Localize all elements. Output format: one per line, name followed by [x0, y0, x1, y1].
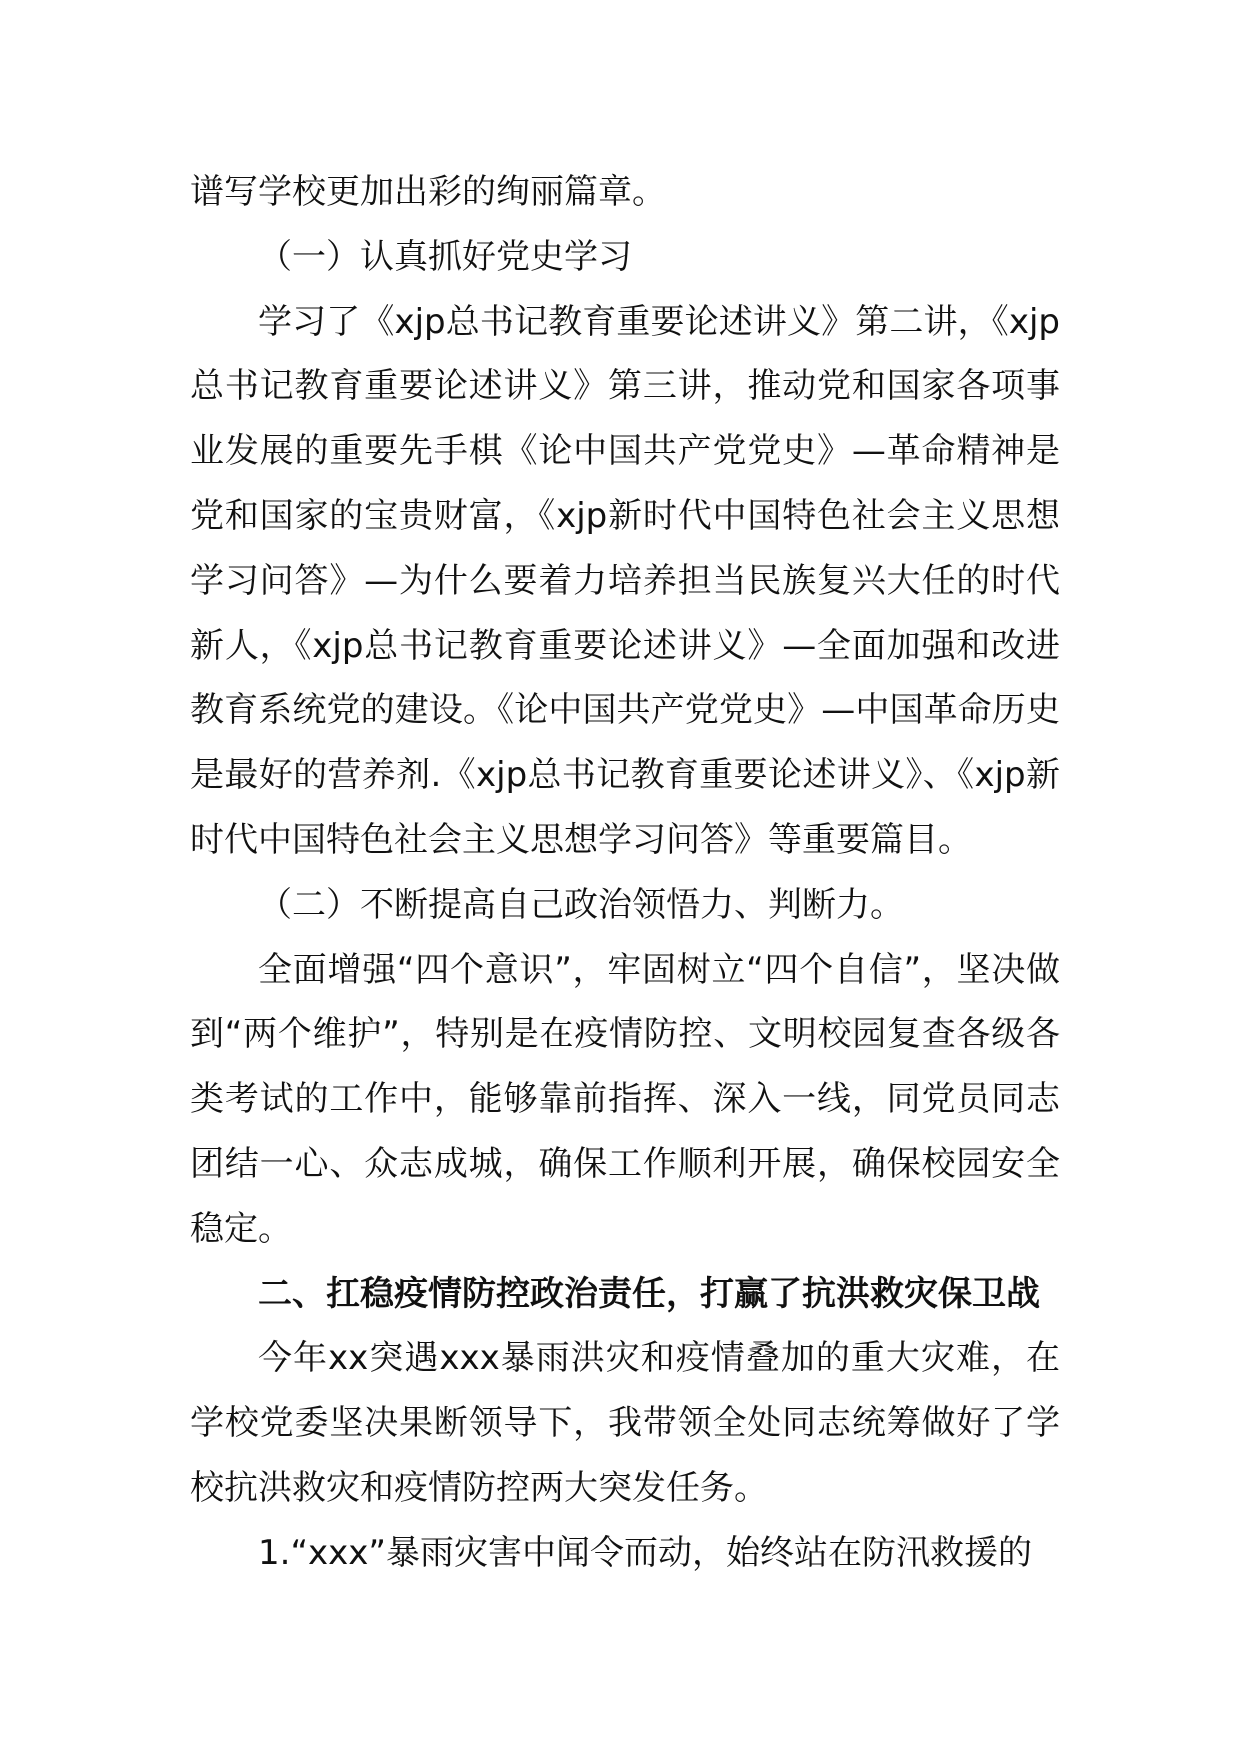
subheading-political-awareness: （二）不断提高自己政治领悟力、判断力。	[258, 884, 904, 925]
section-heading-epidemic-flood: 二、扛稳疫情防控政治责任，打赢了抗洪救灾保卫战	[258, 1273, 1040, 1314]
paragraph-four-consciousness: 全面增强“四个意识”，牢固树立“四个自信”，坚决做到“两个维护”，特别是在疫情防控、文明校园复查各级各类考试的工作中，能够靠前指挥、深入一线，同党员同志团结一心、众志成城，确保工作顺利开展，确保校园安全稳定。	[190, 949, 1060, 1249]
document-body	[190, 160, 1060, 1586]
paragraph-flood-disaster: 今年xx突遇xxx暴雨洪灾和疫情叠加的重大灾难，在学校党委坚决果断领导下，我带领全处同志统筹做好了学校抗洪救灾和疫情防控两大突发任务。	[190, 1338, 1060, 1508]
paragraph-study-list: 学习了《xjp总书记教育重要论述讲义》第二讲，《xjp总书记教育重要论述讲义》第三讲，推动党和国家各项事业发展的重要先手棋《论中国共产党党史》—革命精神是党和国家的宝贵财富，《xjp新时代中国特色社会主义思想学习问答》—为什么要着力培养担当民族复兴大任的时代新人，《xjp总书记教育重要论述讲义》—全面加强和改进教育系统党的建设。《论中国共产党党史》—中国革命历史是最好的营养剂.《xjp总书记教育重要论述讲义》、《xjp新时代中国特色社会主义思想学习问答》等重要篇目。	[190, 301, 1060, 860]
paragraph-continuation: 谱写学校更加出彩的绚丽篇章。	[190, 172, 666, 212]
paragraph-numbered-item-1: 1.“xxx”暴雨灾害中闻令而动，始终站在防汛救援的	[258, 1532, 1033, 1573]
subheading-party-history-study: （一）认真抓好党史学习	[258, 236, 632, 277]
